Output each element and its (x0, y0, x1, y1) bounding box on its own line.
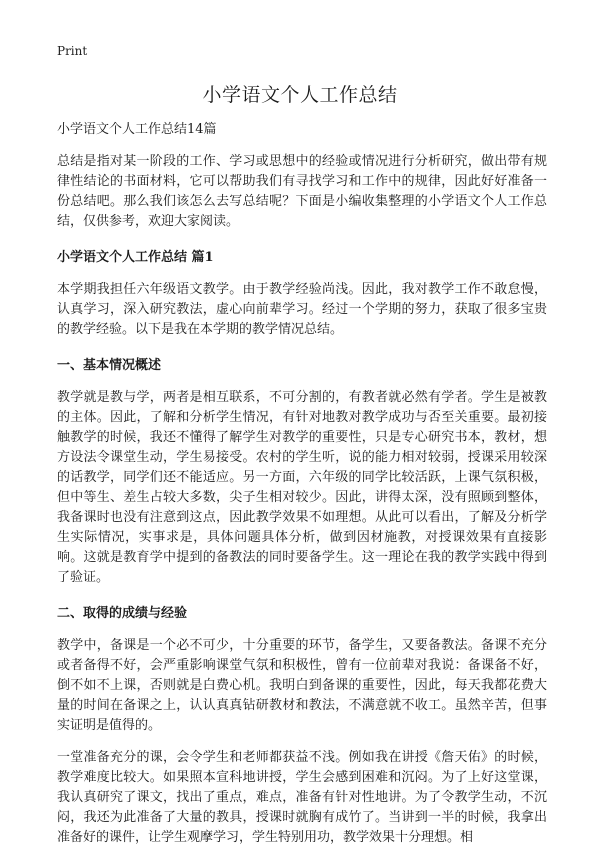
paragraph-3: 教学中，备课是一个必不可少，十分重要的环节，备学生，又要备教法。备课不充分或者备得不好，会严重影响课堂气氛和积极性，曾有一位前辈对我说：备课备不好，倒不如不上课，否则就是白费心机。我明白到备课的重要性，因此，每天我都花费大量的时间在备课之上，认认真真钻研教材和教法，不满意就不收工。虽然辛苦，但事实证明是值得的。 (57, 638, 547, 733)
document-subtitle: 小学语文个人工作总结14篇 (57, 122, 217, 137)
paragraph-1: 本学期我担任六年级语文教学。由于教学经验尚浅。因此，我对教学工作不敢怠慢，认真学习，深入研究教法，虚心向前辈学习。经过一个学期的努力，获取了很多宝贵的教学经验。以下是我在本学期的教学情况总结。 (57, 282, 547, 337)
heading-basic-overview: 一、基本情况概述 (57, 358, 162, 373)
document-body (57, 120, 547, 860)
heading-achievements: 二、取得的成绩与经验 (57, 606, 188, 621)
paragraph-2: 教学就是教与学，两者是相互联系，不可分割的，有教者就必然有学者。学生是被教的主体。因此，了解和分析学生情况，有针对地教对教学成功与否至关重要。最初接触教学的时候，我还不懂得了解学生对教学的重要性，只是专心研究书本，教材，想方设法令课堂生动，学生易接受。农村的学生听，说的能力相对较弱，授课采用较深的话教学，同学们还不能适应。另一方面，六年级的同学比较活跃，上课气氛积极，但中等生、差生占较大多数，尖子生相对较少。因此，讲得太深，没有照顾到整体，我备课时也没有注意到这点，因此教学效果不如理想。从此可以看出，了解及分析学生实际情况，实事求是，具体问题具体分析，做到因材施教，对授课效果有直接影响。这就是教育学中提到的备教法的同时要备学生。这一理论在我的教学实践中得到了验证。 (57, 390, 547, 585)
section-title: 小学语文个人工作总结 篇1 (57, 250, 214, 265)
page-title: 小学语文个人工作总结 (202, 84, 398, 106)
intro-paragraph: 总结是指对某一阶段的工作、学习或思想中的经验或情况进行分析研究，做出带有规律性结论的书面材料，它可以帮助我们有寻找学习和工作中的规律，因此好好准备一份总结吧。那么我们该怎么去写总结呢？下面是小编收集整理的小学语文个人工作总结，仅供参考，欢迎大家阅读。 (57, 154, 547, 229)
print-link[interactable]: Print (57, 44, 88, 58)
paragraph-4: 一堂准备充分的课，会令学生和老师都获益不浅。例如我在讲授《詹天佑》的时候，教学难度比较大。如果照本宣科地讲授，学生会感到困难和沉闷。为了上好这堂课，我认真研究了课文，找出了重点，难点，准备有针对性地讲。为了令教学生动，不沉闷，我还为此准备了大量的教具，授课时就胸有成竹了。当讲到一半的时候，我拿出准备好的课件，让学生观摩学习，学生特别用功，教学效果十分理想。相 (57, 750, 547, 845)
